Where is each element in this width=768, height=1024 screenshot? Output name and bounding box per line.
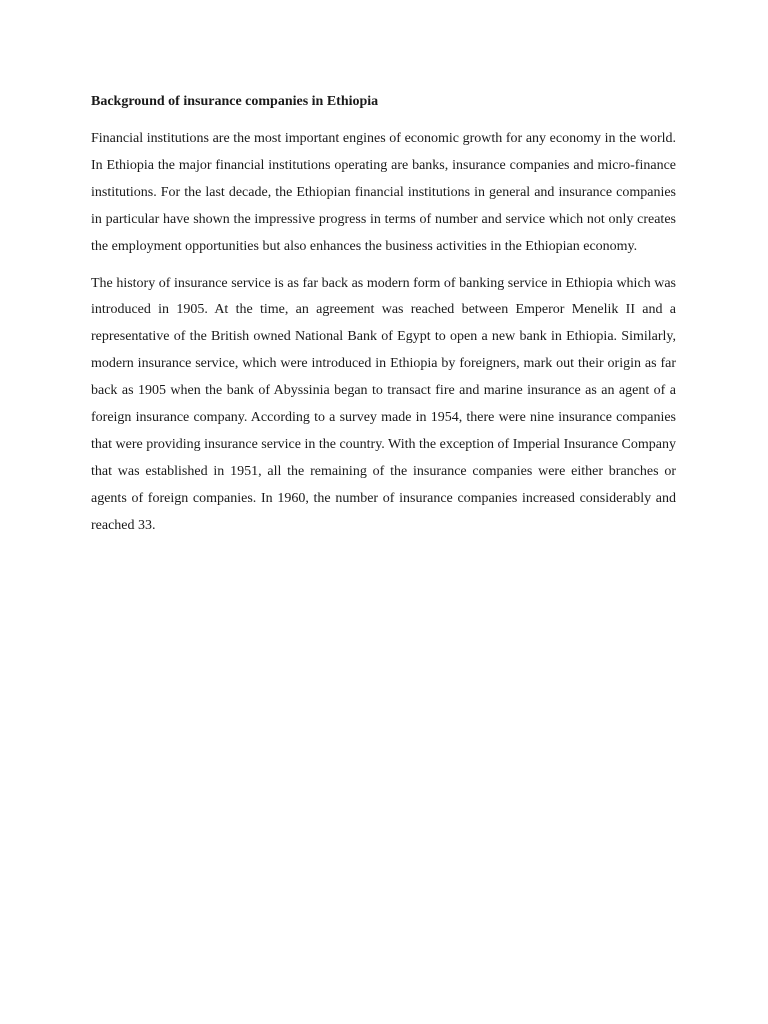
section-heading: Background of insurance companies in Ethiopia <box>91 94 379 109</box>
document-body <box>91 92 676 550</box>
paragraph-financial-institutions: Financial institutions are the most important engines of economic growth for any economy in the world. In Ethiopia the major financial institutions operating are banks, insurance companies and micro-finance institutions. For the last decade, the Ethiopian financial institutions in general and insurance companies in particular have shown the impressive progress in terms of number and service which not only creates the employment opportunities but also enhances the business activities in the Ethiopian economy. <box>91 131 676 254</box>
paragraph-insurance-history: The history of insurance service is as far back as modern form of banking service in Ethiopia which was introduced in 1905. At the time, an agreement was reached between Emperor Menelik II and a representative of the British owned National Bank of Egypt to open a new bank in Ethiopia. Similarly, modern insurance service, which were introduced in Ethiopia by foreigners, mark out their origin as far back as 1905 when the bank of Abyssinia began to transact fire and marine insurance as an agent of a foreign insurance company. According to a survey made in 1954, there were nine insurance companies that were providing insurance service in the country. With the exception of Imperial Insurance Company that was established in 1951, all the remaining of the insurance companies were either branches or agents of foreign companies. In 1960, the number of insurance companies increased considerably and reached 33. <box>91 275 676 533</box>
